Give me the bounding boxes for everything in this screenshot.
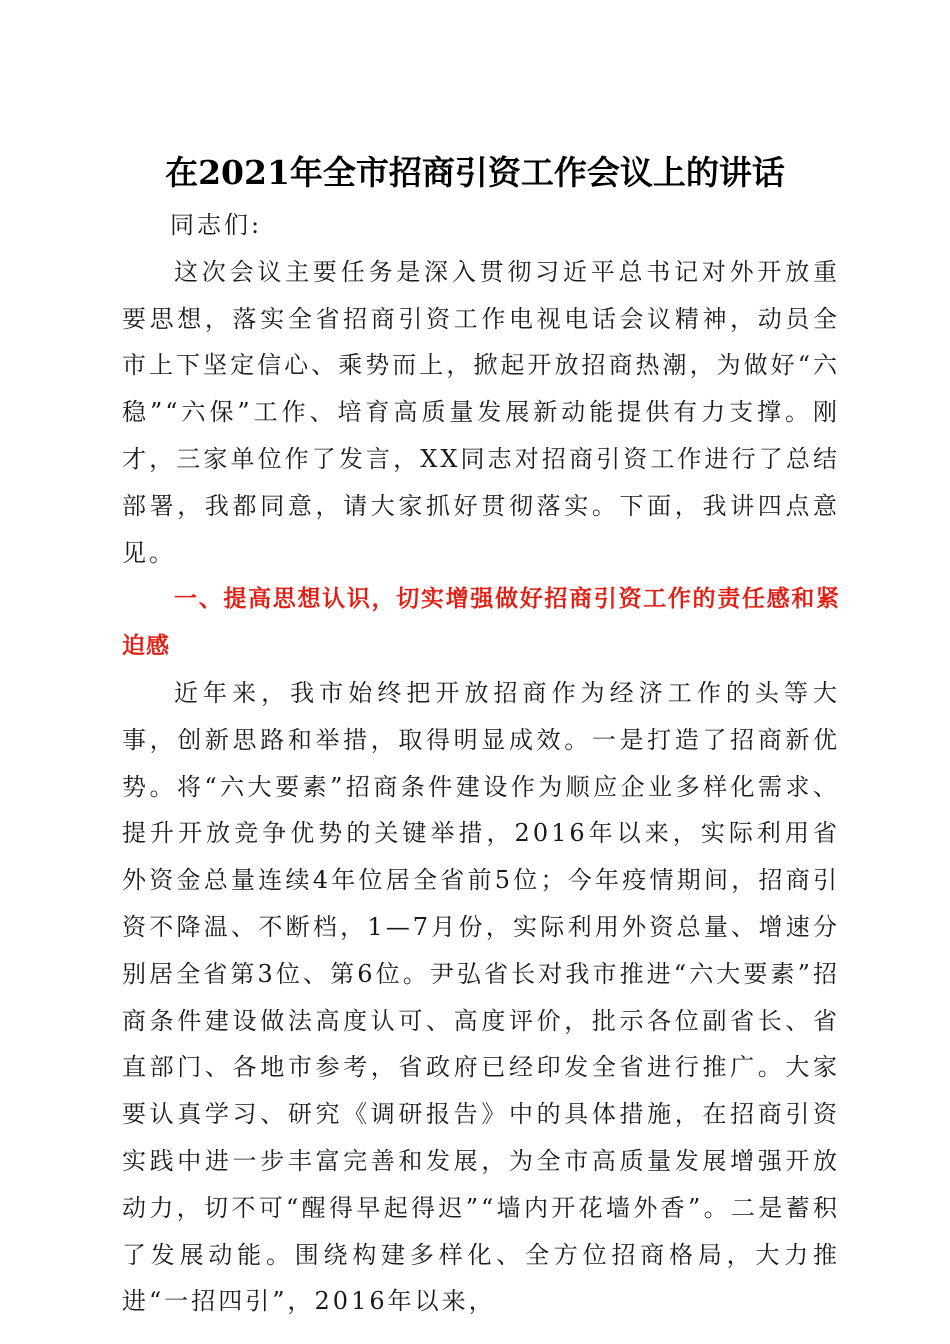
document-title: 在2021年全市招商引资工作会议上的讲话 [165, 153, 785, 192]
section-heading: 一、提高思想认识，切实增强做好招商引资工作的责任感和紧迫感 [122, 586, 840, 660]
document-body [122, 202, 840, 1325]
section-paragraph: 近年来，我市始终把开放招商作为经济工作的头等大事，创新思路和举措，取得明显成效。一是打造了招商新优势。将“六大要素”招商条件建设作为顺应企业多样化需求、提升开放竞争优势的关键举措，2016年以来，实际利用省外资金总量连续4年位居全省前5位；今年疫情期间，招商引资不降温、不断档，1—7月份，实际利用外资总量、增速分别居全省第3位、第6位。尹弘省长对我市推进“六大要素”招商条件建设做法高度认可、高度评价，批示各位副省长、省直部门、各地市参考，省政府已经印发全省进行推广。大家要认真学习、研究《调研报告》中的具体措施，在招商引资实践中进一步丰富完善和发展，为全市高质量发展增强开放动力，切不可“醒得早起得迟”“墙内开花墙外香”。二是蓄积了发展动能。围绕构建多样化、全方位招商格局，大力推进“一招四引”，2016年以来， [122, 678, 840, 1316]
intro-paragraph: 这次会议主要任务是深入贯彻习近平总书记对外开放重要思想，落实全省招商引资工作电视电话会议精神，动员全市上下坚定信心、乘势而上，掀起开放招商热潮，为做好“六稳”“六保”工作、培育高质量发展新动能提供有力支撑。刚才，三家单位作了发言，XX同志对招商引资工作进行了总结部署，我都同意，请大家抓好贯彻落实。下面，我讲四点意见。 [122, 257, 840, 567]
greeting: 同志们: [170, 211, 263, 239]
